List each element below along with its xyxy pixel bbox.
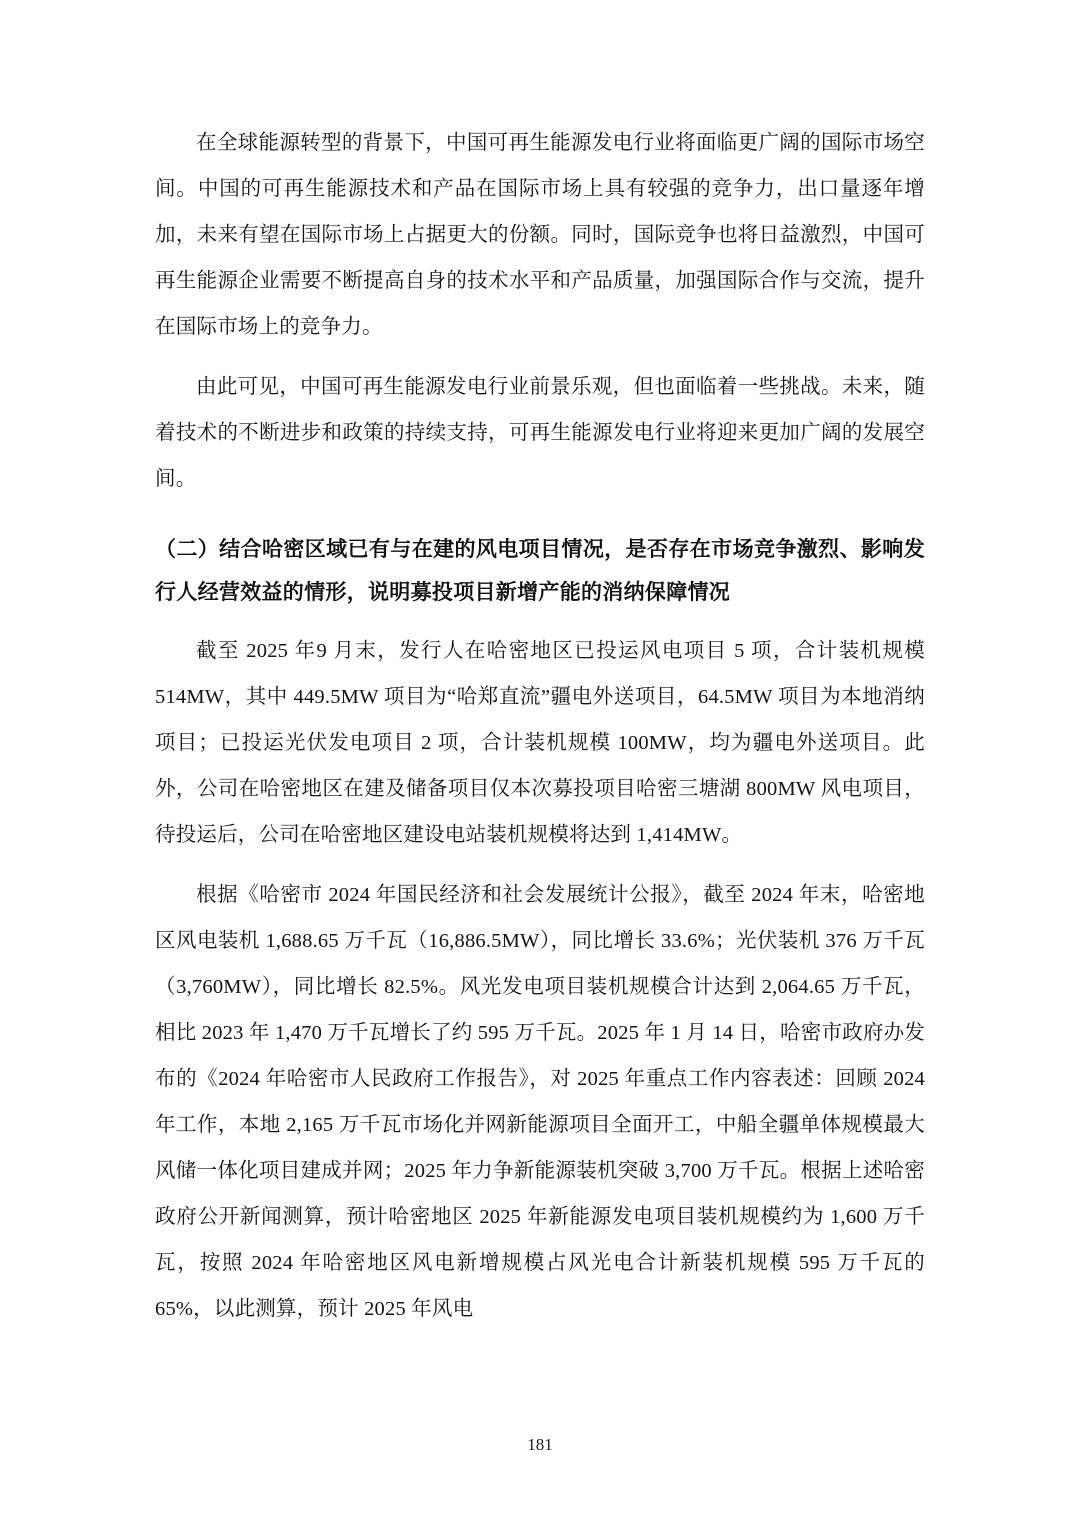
page-number: 181 <box>527 1435 553 1454</box>
paragraph-global-energy-transition: 在全球能源转型的背景下，中国可再生能源发电行业将面临更广阔的国际市场空间。中国的可再生能源技术和产品在国际市场上具有较强的竞争力，出口量逐年增加，未来有望在国际市场上占据更大的份额。同时，国际竞争也将日益激烈，中国可再生能源企业需要不断提高自身的技术水平和产品质量，加强国际合作与交流，提升在国际市场上的竞争力。 <box>155 132 925 338</box>
paragraph-installed-capacity-summary: 截至 2025 年9 月末，发行人在哈密地区已投运风电项目 5 项，合计装机规模 514MW，其中 449.5MW 项目为“哈郑直流”疆电外送项目，64.5MW 项目为本地消纳项目；已投运光伏发电项目 2 项，合计装机规模 100MW，均为疆电外送项目。此外，公司在哈密地区在建及储备项目仅本次募投项目哈密三塘湖 800MW 风电项目，待投运后，公司在哈密地区建设电站装机规模将达到 1,414MW。 <box>155 640 925 846</box>
paragraph-industry-outlook: 由此可见，中国可再生能源发电行业前景乐观，但也面临着一些挑战。未来，随着技术的不断进步和政策的持续支持，可再生能源发电行业将迎来更加广阔的发展空间。 <box>155 376 925 490</box>
paragraph-statistical-bulletin: 根据《哈密市 2024 年国民经济和社会发展统计公报》，截至 2024 年末，哈密地区风电装机 1,688.65 万千瓦（16,886.5MW），同比增长 33.6%；光伏装机 376 万千瓦（3,760MW），同比增长 82.5%。风光发电项目装机规模合计达到 2,064.65 万千瓦，相比 2023 年 1,470 万千瓦增长了约 595 万千瓦。2025 年 1 月 14 日，哈密市政府办发布的《2024 年哈密市人民政府工作报告》，对 2025 年重点工作内容表述：回顾 2024 年工作，本地 2,165 万千瓦市场化并网新能源项目全面开工，中船全疆单体规模最大风储一体化项目建成并网；2025 年力争新能源装机突破 3,700 万千瓦。根据上述哈密政府公开新闻测算，预计哈密地区 2025 年新能源发电项目装机规模约为 1,600 万千瓦，按照 2024 年哈密地区风电新增规模占风光电合计新装机规模 595 万千瓦的 65%，以此测算，预计 2025 年风电 <box>155 884 925 1320</box>
section-heading-hami-wind-projects: （二）结合哈密区域已有与在建的风电项目情况，是否存在市场竞争激烈、影响发行人经营效益的情形，说明募投项目新增产能的消纳保障情况 <box>155 537 925 604</box>
